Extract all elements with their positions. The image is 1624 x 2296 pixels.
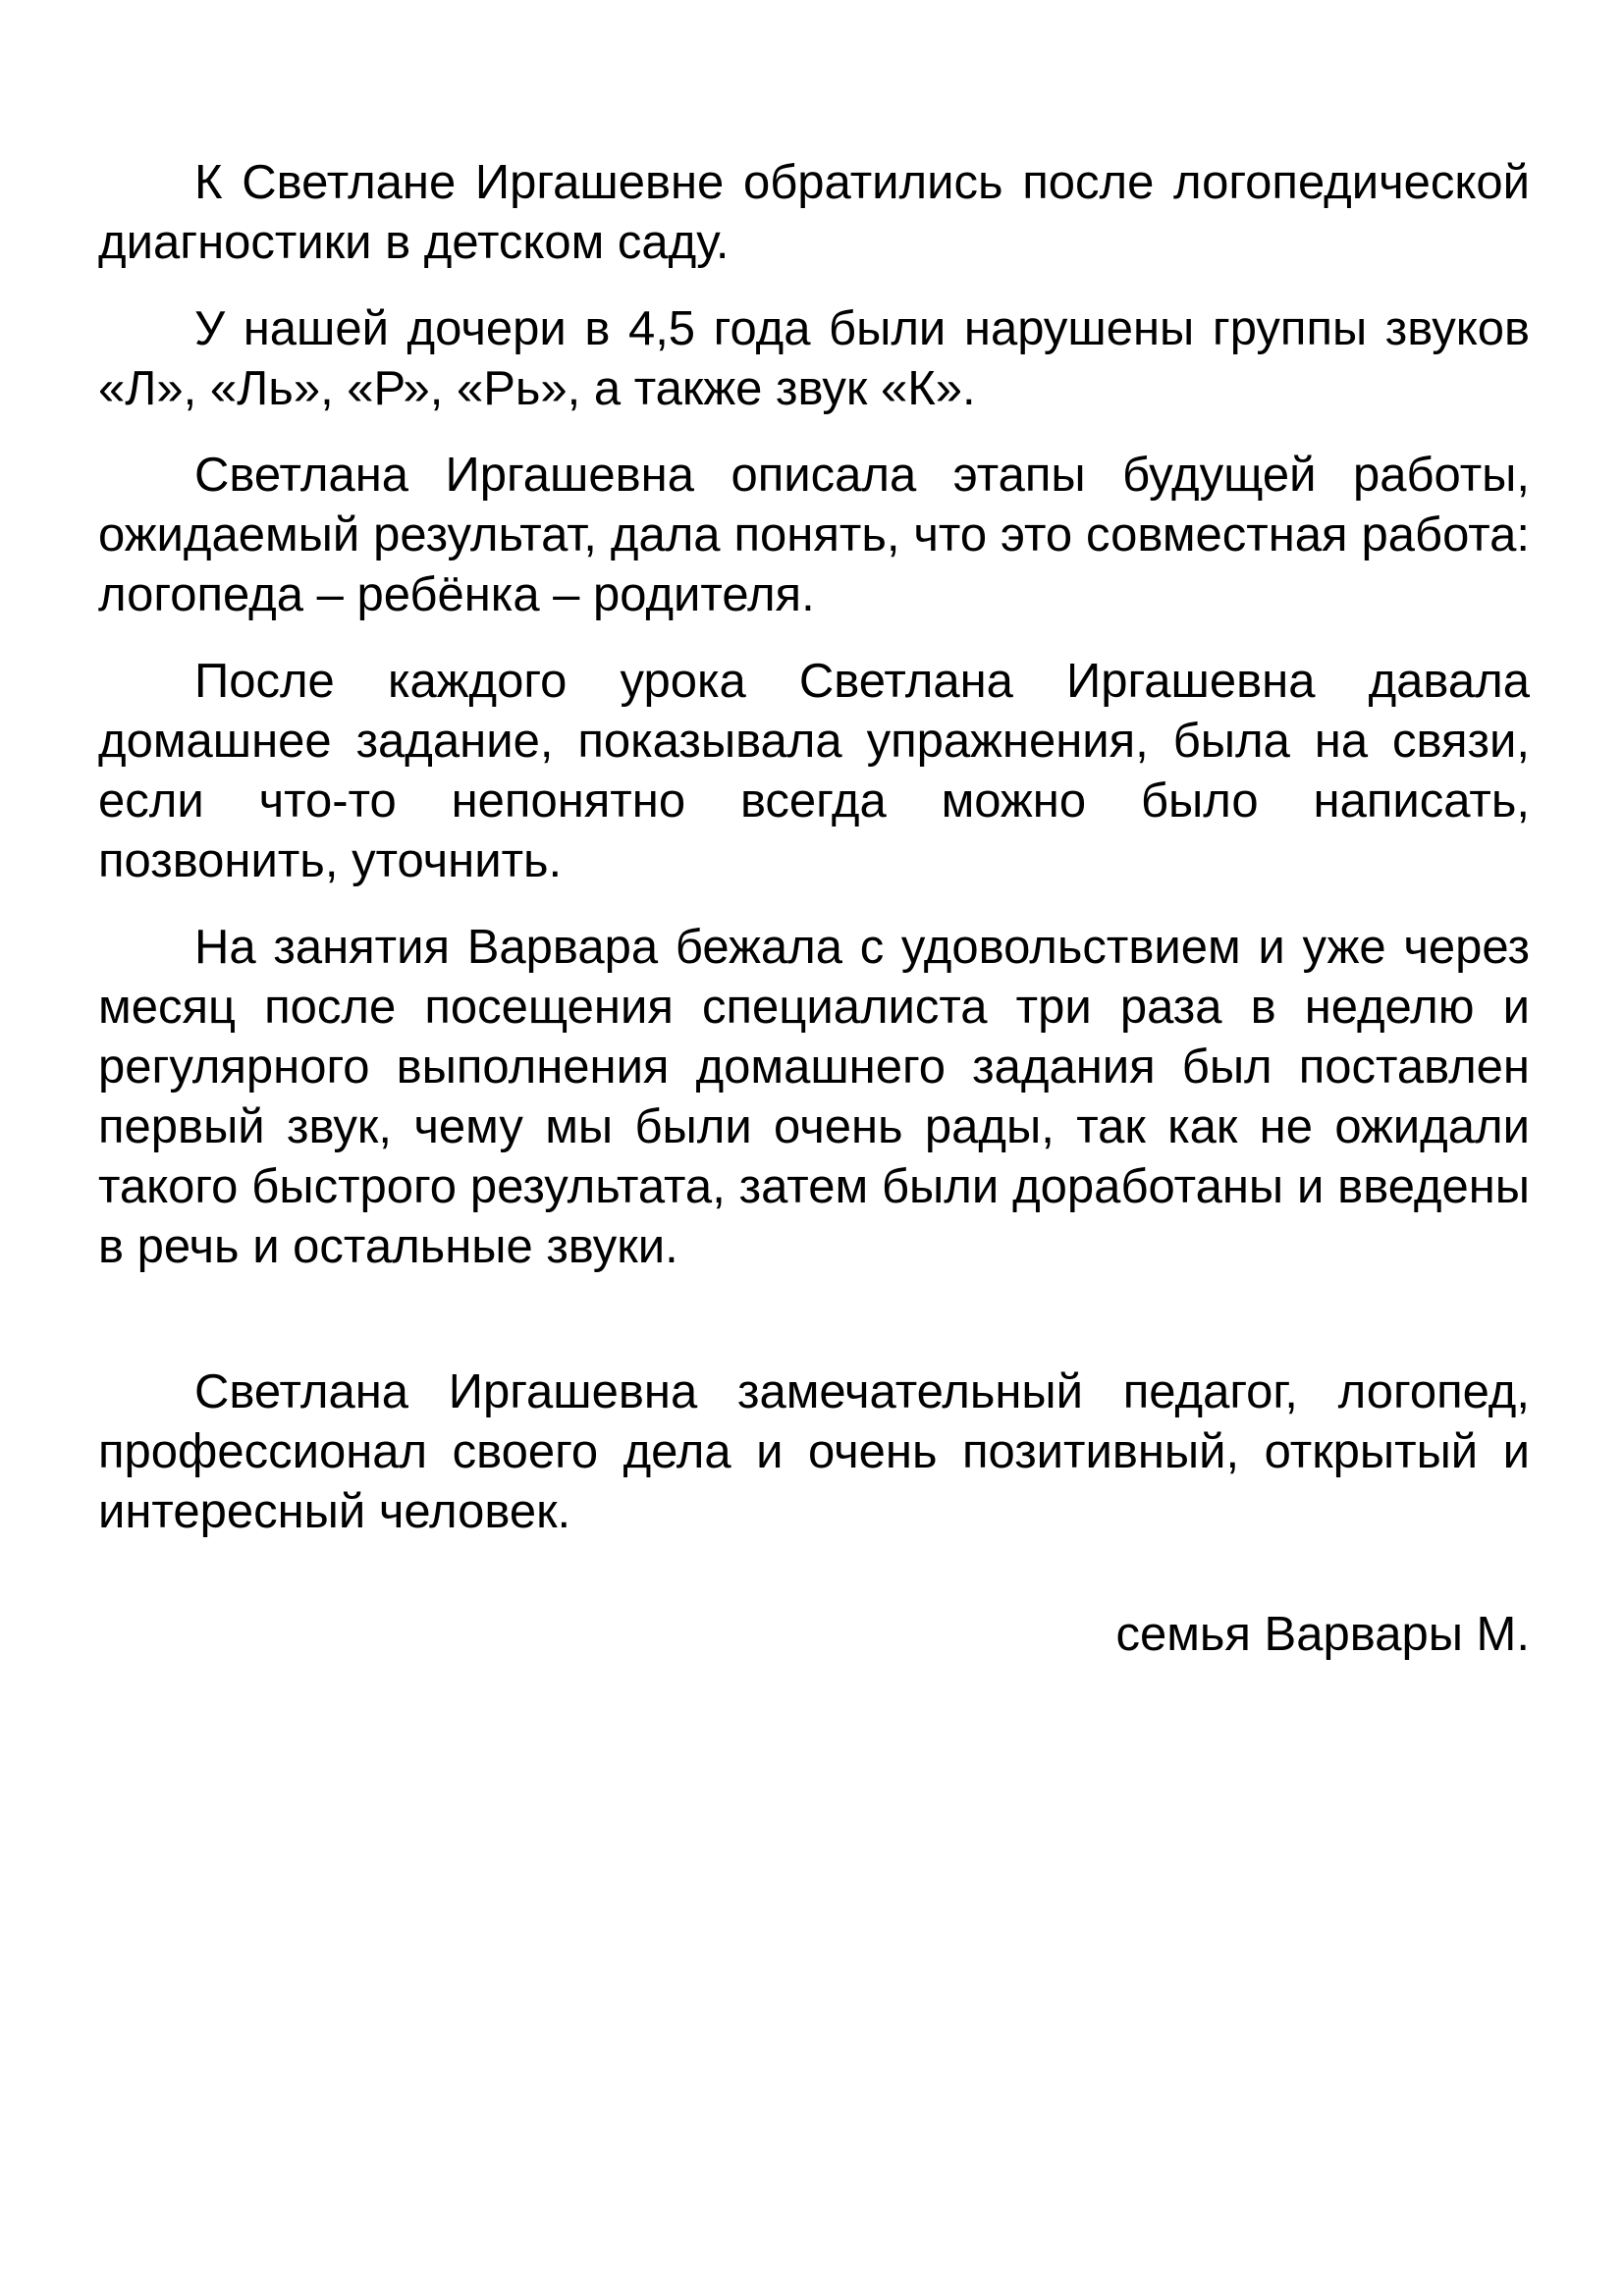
paragraph-2: У нашей дочери в 4,5 года были нарушены группы звуков «Л», «Ль», «Р», «Рь», а также звук «К». [98,302,1530,415]
paragraph-1: К Светлане Иргашевне обратились после логопедической диагностики в детском саду. [98,156,1530,269]
review-text [98,153,1530,1542]
paragraph-5: На занятия Варвара бежала с удовольствием и уже через месяц после посещения специалиста три раза в неделю и регулярного выполнения домашнего задания был поставлен первый звук, чему мы были очень рады, так как не ожидали такого быстрого результата, затем были доработаны и введены в речь и остальные звуки. [98,921,1530,1273]
paragraph-4: После каждого урока Светлана Иргашевна давала домашнее задание, показывала упражнения, была на связи, если что-то непонятно всегда можно было написать, позвонить, уточнить. [98,655,1530,887]
signature: семья Варвары М. [1115,1608,1530,1661]
paragraph-3: Светлана Иргашевна описала этапы будущей работы, ожидаемый результат, дала понять, что это совместная работа: логопеда – ребёнка – родителя. [98,449,1530,621]
paragraph-6: Светлана Иргашевна замечательный педагог, логопед, профессионал своего дела и очень позитивный, открытый и интересный человек. [98,1365,1530,1538]
